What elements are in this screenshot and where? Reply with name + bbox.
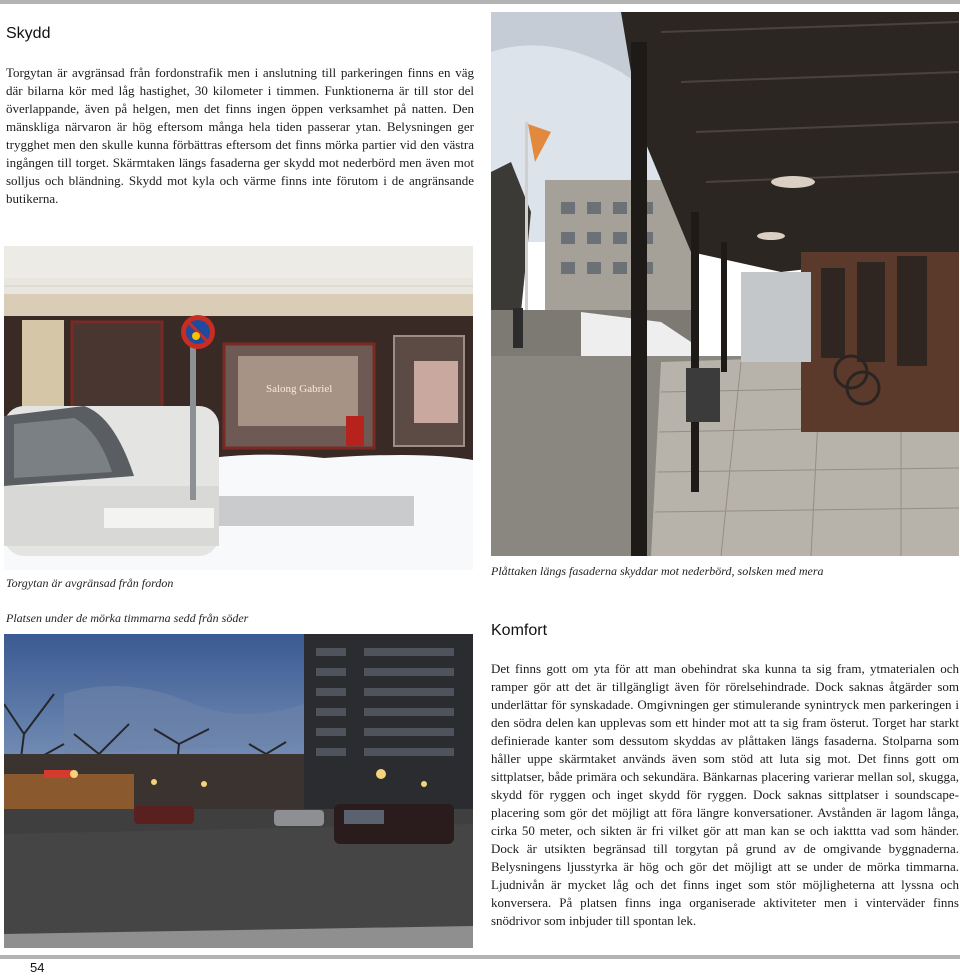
photo-shopfront-snow <box>4 246 473 570</box>
bottom-rule <box>0 955 960 959</box>
page-number: 54 <box>30 960 45 975</box>
section-heading-komfort: Komfort <box>491 622 548 639</box>
photo-canopy-facade <box>491 12 959 556</box>
caption-vehicles: Torgytan är avgränsad från fordon <box>6 576 174 590</box>
caption-canopy: Plåttaken längs fasaderna skyddar mot nederbörd, solsken med mera <box>491 564 824 578</box>
shop-sign-text: Salong Gabriel <box>266 383 333 395</box>
skydd-paragraph: Torgytan är avgränsad från fordonstrafik men i anslutning till parkeringen finns en väg där bilarna kör med låg hastighet, 30 kilometer i timmen. Funktionerna är till stor del överlappande, även på helgen, men det finns ingen öppen verksamhet på natten. Den mänskliga närvaron är hög eftersom många hela tiden passerar ytan. Belysningen ger trygghet men den skulle kunna förbättras eftersom det finns mörka partier vid den västra ingången till torget. Skärmtaken längs fasaderna ger skydd mot nederbörd men även mot solljus och bländning. Skydd mot kyla och värme finns inte förutom i de angränsande butikerna. <box>6 65 474 206</box>
section-heading-skydd: Skydd <box>6 25 51 42</box>
top-rule <box>0 0 960 4</box>
photo-square-night <box>4 634 473 948</box>
caption-night: Platsen under de mörka timmarna sedd från söder <box>6 611 249 625</box>
komfort-paragraph: Det finns gott om yta för att man obehindrat ska kunna ta sig fram, ytmaterialen och ramper gör att det är tillgängligt även för rörelsehindrade. Dock saknas åtgärder som underlättar för synskadade. Omgivningen ger stimulerande synintryck men parkeringen i den södra delen kan upplevas som ett hinder mot att ta sig fram österut. Torget har starkt definierade kanter som dessutom skyddas av plåttaken längs fasaderna. Stolparna som håller uppe skärmtaket används även som stöd att luta sig mot. Det finns gott om sittplatser, både primära och sekundära. Bänkarnas placering varierar mellan sol, skugga, skydd för ryggen och inget skydd för ryggen. Dock saknas sittplatser i soundscape-placering som gör det möjligt att föra längre konversationer. Avstånden är lagom långa, cirka 50 meter, och sikten är fri vilket gör att man kan se och iakttta vad som händer. Dock är utsikten begränsad till torgytan på grund av de omgivande byggnaderna. Belysningens ljusstyrka är hög och gör det möjligt att se under de mörka timmarna. Ljudnivån är mycket låg och det finns inget som stör möjligheterna att lyssna och konversera. På platsen finns inga organiserade aktiviteter men i vinterväder finns snödrivor som inbjuder till spontan lek. <box>491 661 959 928</box>
